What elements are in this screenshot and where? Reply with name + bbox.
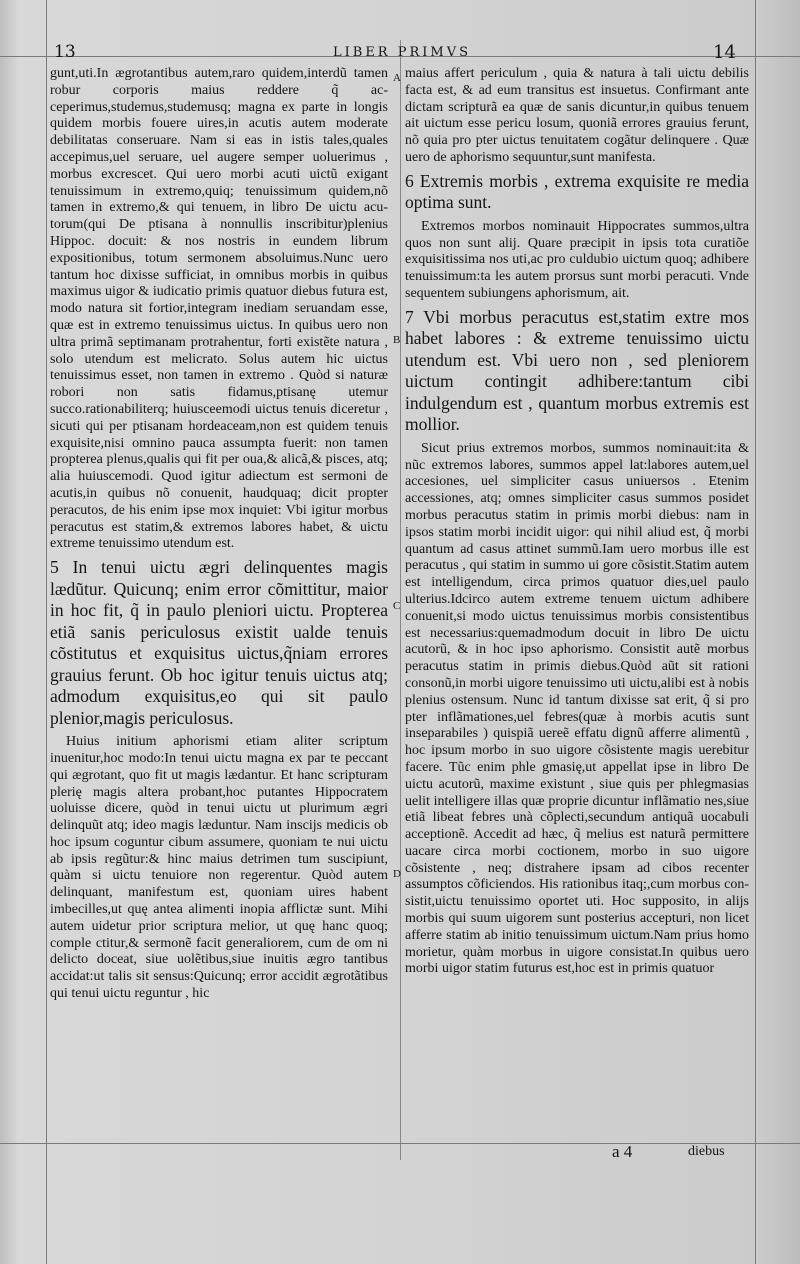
- margin-letter-c: C: [393, 600, 401, 612]
- margin-rule-left: [46, 0, 47, 1264]
- commentary-paragraph: maius affert periculum , quia & natura à tali uictu debilis facta est, & ad eum transitus est insuetus. Confirmant ante dictam scripturã ea quæ de sanis dicuntur,in quibus tenuem ait uictum esse pericu losum, quoniã errores grauius ferunt, nõ quia pro pter uictus tenuitatem cogãtur delinquere . Quæ uero de aphorismo sequuntur,sunt manifesta.: [405, 66, 749, 165]
- catchword: diebus: [688, 1144, 725, 1159]
- margin-rule-right: [755, 0, 756, 1264]
- aphorism-number: 5: [50, 557, 59, 578]
- running-head: LIBER PRIMVS: [333, 45, 472, 60]
- commentary-paragraph: Sicut prius extremos morbos, summos nominauit:ita & nũc extremos labores, summos appel lat:labores autem,uel accesiones, uel simpliciter casus uniuersos . Etenim accessiones, atq; omnes simpliciter casus summos posidet morbus peracutus statim in primis morbi diebus: nam in ipsos statim morbi incidit uigor: qui nihil aliud est, q̃ morbi quantum ad casus attinet summũ.Iam uero morbus ille est peracutus , qui statim in summo ui gore cõsistit.Statim autem est intelligendum, circa primos quatuor dies,uel paulo ulterius.Idcirco autem extreme tenuem uictum adhibere conuenit,si modo uictus tenuissimus morbis consistentibus est necessarius:quemadmodum docuit in libro De uictu acutorũ, & in hoc ipso aphorismo. Consistit autẽ morbus peracutus statim in primis diebus.Quòd aũt sit rationi consonũ,in morbi uigore tenuissimo uti uictu,alibi est à nobis plenius ostensum. Nunc id tantum dixisse sat erit, q̃ si pro pter inflãmationes,uel febres(quæ à morbis acutis sunt inseparabiles ) quispiã uereẽ effatu dignũ afferre alimentũ , hoc ipsum morbo in suo uigore cõsistente magis uerebitur facere. Tũc enim phle gmasię,ut appellat ipse in libro De uictu acutorũ, maxime existunt , siue quis per phlegmasias uelit intelligere illas quæ proprie dicuntur inflãmatio nes,siue etiã libeat febres unà cõplecti,secundum antiquã uocabuli acceptionẽ. Accedit ad hæc, q̃ melius est naturã permittere uacare circa morbi coctionem, morbo in suo uigore cõsistente , neq; distrahere ipsam ad cibos recenter assumptos cõficiendos. His rationibus itaq;,cum morbus consistit,uictu tenuissimo oportet uti. Hoc supposito, in alijs morbis qui suum uigorem sunt posterius accepturi, non licet afferre statim ab initio tenuissimum uictum.Nam prius homo morietur, quàm morbus in uigore consistat.In quibus uero morbi uigor statim futurus est,hoc est in primis quatuor: [405, 440, 749, 977]
- page-number-right: 14: [713, 42, 736, 63]
- commentary-paragraph: Extremos morbos nominauit Hippocrates summos,ultra quos non sunt alij. Quare præcipit in ipsis tota curatiõe exquisitissima nos uti,ac pro culdubio uictum quoq; adhibere tenuissimum:ta les autem prorsus sunt morbi peracuti. Vnde sequentem subiungens aphorismum, ait.: [405, 218, 749, 301]
- margin-letter-d: D: [393, 868, 401, 880]
- aphorism-text: In tenui uictu ægri delinquentes magis lædũtur. Quicunq; enim error cõmittitur, maior in hoc fit, q̃ in paulo pleniori uictu. Propterea etiã sanis periculosus existit ualde tenuis cõstitutus et exquisitus uictus,q̃niam errores grauius ferunt. Ob hoc igitur tenuis uictus atq; admodum exquisitus,eo qui sit paulo plenior,magis periculosus.: [50, 557, 388, 728]
- aphorism-block: [405, 307, 749, 436]
- aphorism-block: [405, 171, 749, 214]
- left-column: [50, 66, 388, 1003]
- commentary-paragraph: Huius initium aphorismi etiam aliter scriptum inuenitur,hoc modo:In tenui uictu magna ex par te peccant qui ægrotant, quo fit ut magis lædantur. Et hanc scripturam plerię magis altera probant,hoc putantes Hippocratem uoluisse dicere, quòd in tenui uictu ut plurimum ægri delinquũt atq; ideo magis læduntur. Nam inscijs medicis ob hoc ipsum coguntur cibum assumere, quoniam te nui uictu ab ipsis regũtur:& hinc maius detrimen tum suscipiunt, quàm si uictu tenuiore non regerentur. Quòd autem delinquant, manifestum est, quoniam uires habent imbecilles,ut quę antea alimenti inopia afflictæ sunt. Mihi autem uidetur prior scriptura melior, ut quę hanc quoq; comple ctitur,& sermonẽ facit generaliorem, cum de om ni delicto doceat, siue uolẽtibus,siue inuitis ægro tantibus accidat:ut talis sit sensus:Quicunq; error accidit ægrotãtibus qui tenui uictu reguntur , hic: [50, 734, 388, 1002]
- right-column: [405, 66, 749, 978]
- aphorism-number: 6: [405, 170, 414, 191]
- margin-letter-b: B: [393, 334, 401, 346]
- page-header: [48, 42, 748, 64]
- aphorism-text: Extremis morbis , extrema exquisite re media optima sunt.: [405, 170, 749, 213]
- aphorism-number: 7: [405, 306, 414, 327]
- page-footer: [48, 1142, 748, 1162]
- aphorism-text: Vbi morbus peracutus est,statim extre mos habet labores : & extreme tenuissimo uictu utendum est. Vbi uero non , sed pleniorem uictum contingit adhibere:tantum cibi indulgendum est , quantum morbus extremis est mollior.: [405, 306, 750, 435]
- margin-letter-a: A: [393, 72, 401, 84]
- commentary-paragraph: gunt,uti.In ægrotantibus autem,raro quidem,interdũ tamen robur corporis maius reddere q̃ acceperimus,studemus,studemusq; magna ex parte in longis quidem morbis fouere uires,in acutis autem moderate debilitatas conseruare. Nam si eas in istis tales,quales accepimus,uel seruare, uel augere semper uoluerimus , morbus excrescet. Qui uero morbi acuti uictũ exigant tenuissimum in extremo,quiq; tenuissimum quidem,nõ tamen in extremo,& qui tenuem, in libro De uictu acutorum(qui De ptisana à nonnullis inscribitur)plenius Hippoc. docuit: & nos nostris in eundem librum expositionibus, totum sermonem absoluimus.Nunc uero tantum hoc dixisse sufficiat, in omnibus morbis in quibus maximus uigor & iudicatio primis quatuor diebus futura est, modo natura sit fortior,integram inediam seruandam esse, quæ est in extremo tenuissimus uictus. In quibus uero non ultra primã septimanam protrahentur, forti existẽte natura , solo utendum est melicrato. Solus autem hic uictus tenuissimus esset, non tamen in extremo . Quòd si naturæ robori non satis fidamus,ptisanę utemur succo.rationabiliterq; huiusceemodi uictus tenuis diceretur , sicuti qui per ptisanam hordeaceam,non est quidem tenuis exquisite,nisi omnino pauca assumpta fuerit: non tamen propterea plenus,qualis qui fit per oua,& alicã,& pisces, atq; alia huiuscemodi. Quod igitur adiectum est sermoni de acutis,in quibus nõ conuenit, haudquaq; dicit propter peracutos, de his enim ipse mox inquiet: Vbi igitur morbus peracutus est statim,& extremos labores habet, & uictu extreme tenuissimo utendum est.: [50, 66, 388, 552]
- aphorism-block: [50, 557, 388, 729]
- page-number-left: 13: [54, 42, 76, 62]
- signature-mark: a 4: [612, 1142, 633, 1161]
